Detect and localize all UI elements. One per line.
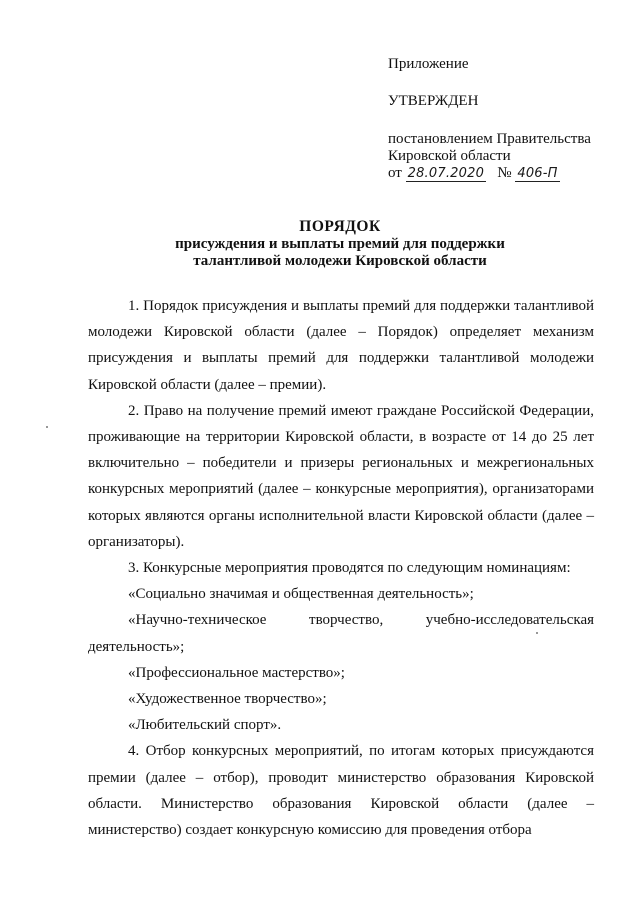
nomination-5: «Любительский спорт». — [128, 717, 282, 734]
nomination-1: «Социально значимая и общественная деятельность»; — [128, 586, 474, 603]
title-sub-2: талантливой молодежи Кировской области — [193, 253, 487, 269]
paragraph-2: 2. Право на получение премий имеют граждане Российской Федерации, проживающие на территории Кировской области, в возрасте от 14 до 25 лет включительно – победители и призеры региональных и межрегиональных конкурсных мероприятий (далее – конкурсные мероприятия), организаторами которых являются органы исполнительной власти Кировской области (далее – организаторы). — [88, 402, 594, 550]
paragraph-3: 3. Конкурсные мероприятия проводятся по следующим номинациям: — [128, 560, 571, 577]
approval-block — [388, 56, 628, 182]
handwritten-number: 406-П — [517, 166, 558, 181]
decree-date-line — [388, 165, 628, 182]
number-prefix: № — [497, 165, 512, 181]
decree-line-2: Кировской области — [388, 148, 511, 164]
appendix-label: Приложение — [388, 56, 469, 72]
title-sub-1: присуждения и выплаты премий для поддержки — [175, 236, 505, 252]
decree-line-1: постановлением Правительства — [388, 131, 591, 147]
title-main: ПОРЯДОК — [299, 218, 381, 235]
date-prefix: от — [388, 165, 402, 181]
document-body — [88, 293, 594, 843]
handwritten-date: 28.07.2020 — [407, 166, 485, 181]
scan-speck — [46, 426, 48, 428]
nomination-2: «Научно-техническое творчество, учебно-исследовательская деятельность»; — [88, 612, 594, 655]
nomination-3: «Профессиональное мастерство»; — [128, 664, 345, 681]
paragraph-1: 1. Порядок присуждения и выплаты премий для поддержки талантливой молодежи Кировской области (далее – Порядок) определяет механизм присуждения и выплаты премий для поддержки талантливой молодежи Кировской области (далее – премии). — [88, 298, 594, 393]
paragraph-4: 4. Отбор конкурсных мероприятий, по итогам которых присуждаются премии (далее – отбор), проводит министерство образования Кировской области. Министерство образования Кировской области (далее – министерство) создает конкурсную комиссию для проведения отбора — [88, 743, 594, 839]
nomination-4: «Художественное творчество»; — [128, 691, 327, 708]
document-title — [0, 218, 640, 270]
approved-label: УТВЕРЖДЕН — [388, 93, 479, 109]
scan-speck — [536, 632, 538, 634]
